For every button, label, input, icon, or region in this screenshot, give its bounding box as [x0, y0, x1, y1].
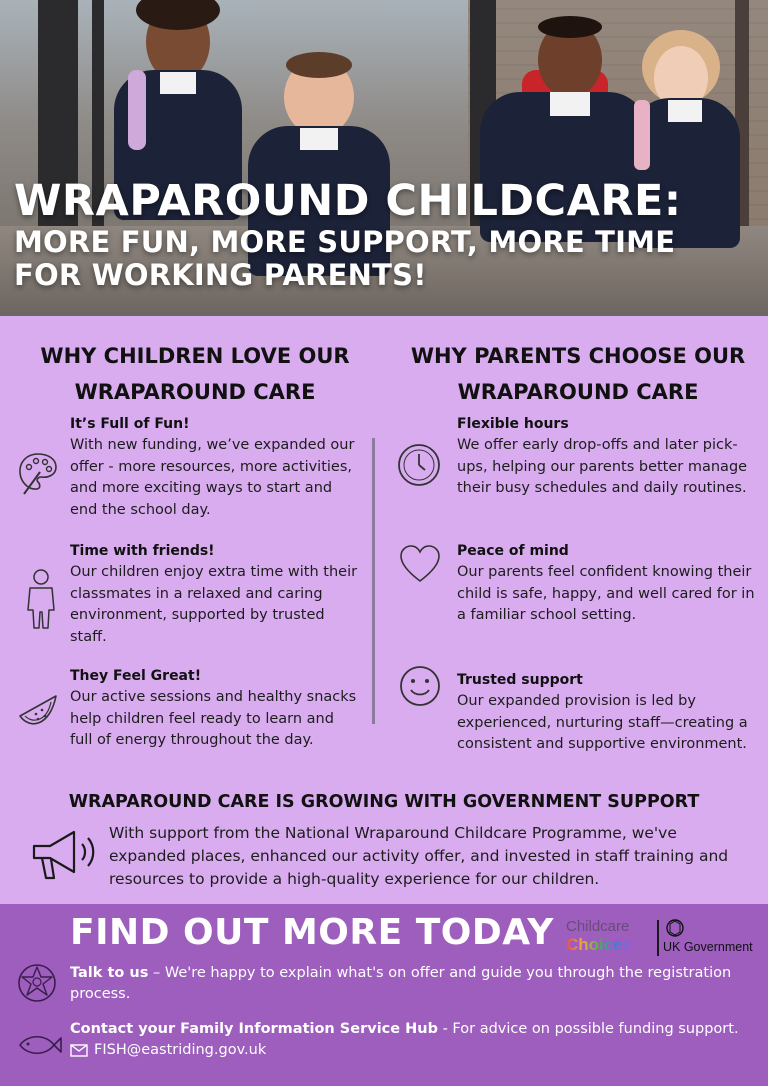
- logo-cc-line1: Childcare: [566, 918, 630, 935]
- item-title: It’s Full of Fun!: [70, 416, 190, 432]
- childcare-choices-logo: [566, 918, 632, 954]
- list-item: [457, 413, 757, 500]
- parents-heading-line2: WRAPAROUND CARE: [457, 380, 699, 404]
- item-title: Trusted support: [457, 672, 583, 688]
- heart-icon: [398, 544, 442, 584]
- children-heading-line2: WRAPAROUND CARE: [74, 380, 316, 404]
- item-text: Our active sessions and healthy snacks help children feel ready to learn and full of energy throughout the day.: [70, 689, 357, 748]
- contact-fish-bold: Contact your Family Information Service Hub: [70, 1021, 438, 1037]
- growing-heading: WRAPAROUND CARE IS GROWING WITH GOVERNMENT SUPPORT: [68, 792, 700, 812]
- item-title: Time with friends!: [70, 543, 215, 559]
- item-text: Our children enjoy extra time with their classmates in a relaxed and caring environment, supported by trusted staff.: [70, 564, 358, 645]
- talk-to-us-bold: Talk to us: [70, 965, 149, 981]
- envelope-icon: [70, 1044, 88, 1057]
- children-heading-line1: WHY CHILDREN LOVE OUR: [40, 344, 350, 368]
- person-icon: [24, 568, 58, 630]
- contact-fish-detail: - For advice on possible funding support.: [437, 1021, 739, 1037]
- item-text: We offer early drop-offs and later pick-ups, helping our parents better manage their busy schedules and daily routines.: [457, 437, 748, 496]
- megaphone-icon: [28, 826, 98, 882]
- uk-government-logo: UK Government: [663, 940, 753, 954]
- item-title: Peace of mind: [457, 543, 569, 559]
- item-title: They Feel Great!: [70, 668, 202, 684]
- column-divider: [372, 438, 375, 724]
- hero-title-line1: WRAPAROUND CHILDCARE:: [14, 176, 682, 226]
- talk-to-us-text: [70, 963, 760, 1005]
- fish-icon: [16, 1032, 62, 1058]
- list-item: [457, 540, 757, 627]
- list-item: [457, 669, 757, 756]
- rose-emblem-icon: [16, 962, 58, 1004]
- item-title: Flexible hours: [457, 416, 569, 432]
- list-item: [70, 540, 360, 648]
- item-text: Our parents feel confident knowing their child is safe, happy, and well cared for in a familiar school setting.: [457, 564, 755, 623]
- watermelon-icon: [16, 690, 60, 730]
- item-text: Our expanded provision is led by experienced, nurturing staff—creating a consistent and supportive environment.: [457, 693, 748, 752]
- email-contact[interactable]: [70, 1042, 266, 1058]
- list-item: [70, 665, 360, 752]
- talk-to-us-detail: – We're happy to explain what's on offer and guide you through the registration process.: [70, 965, 732, 1002]
- list-item: [70, 413, 360, 521]
- children-heading: [10, 338, 380, 410]
- logo-cc-line2: Choices: [566, 935, 633, 954]
- smiley-icon: [398, 664, 442, 708]
- royal-crest-icon: [664, 918, 686, 938]
- hero-title: [14, 176, 754, 292]
- logo-separator: [657, 920, 659, 956]
- hero-title-line2: MORE FUN, MORE SUPPORT, MORE TIME: [14, 225, 676, 259]
- parents-heading: [388, 338, 768, 410]
- hero-title-line3: FOR WORKING PARENTS!: [14, 258, 427, 292]
- clock-icon: [396, 442, 442, 488]
- find-out-heading: FIND OUT MORE TODAY: [70, 912, 554, 953]
- email-link[interactable]: FISH@eastriding.gov.uk: [94, 1042, 267, 1058]
- contact-fish-text: [70, 1019, 760, 1040]
- parents-heading-line1: WHY PARENTS CHOOSE OUR: [410, 344, 746, 368]
- palette-icon: [16, 450, 60, 496]
- growing-text: With support from the National Wraparound Childcare Programme, we've expanded places, enhanced our activity offer, and invested in staff training and resources to provide a high-quality experience for our children.: [109, 824, 729, 888]
- item-text: With new funding, we’ve expanded our offer - more resources, more activities, and more exciting ways to start and end the school day.: [70, 437, 355, 518]
- hero-image: [0, 0, 768, 316]
